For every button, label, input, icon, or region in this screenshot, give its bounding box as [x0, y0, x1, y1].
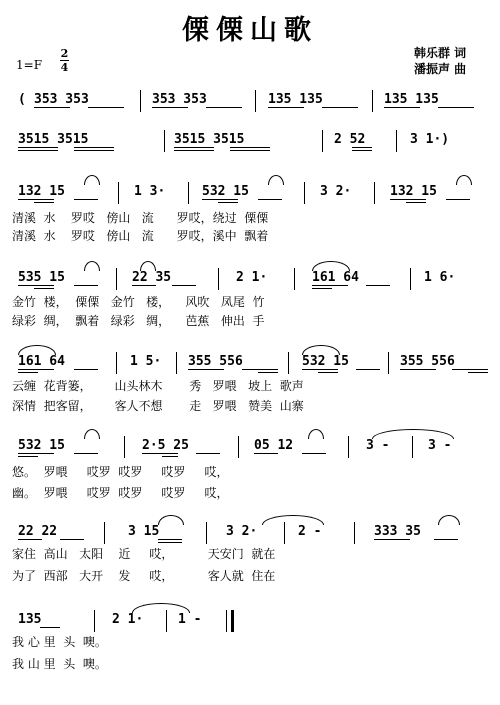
notes: 355 556 — [188, 354, 243, 369]
notes: 135 — [18, 612, 42, 627]
notes: 1 5· — [130, 354, 162, 369]
score-line-6 — [12, 434, 488, 458]
score-line-2 — [12, 128, 488, 152]
notes: 132 15 — [390, 184, 437, 199]
notes: 355 556 — [400, 354, 455, 369]
notes: 2 - — [298, 524, 322, 539]
notes: 1 3· — [134, 184, 166, 199]
notes: ( — [18, 92, 26, 107]
lyrics-verse-2: 为了 西部 大开 发 哎， 客人就 住在 — [12, 569, 276, 583]
notes: 3 - — [366, 438, 390, 453]
notes: 3 15 — [128, 524, 160, 539]
notes: 3515 3515 — [174, 132, 245, 147]
notes: 333 35 — [374, 524, 421, 539]
key-signature: 1=F — [16, 58, 43, 72]
notes: 3 2· — [226, 524, 258, 539]
notes: 3 - — [428, 438, 452, 453]
score-line-8 — [12, 608, 488, 632]
notes: 1 - — [178, 612, 202, 627]
notes: 22 22 — [18, 524, 58, 539]
notes: 22 35 — [132, 270, 172, 285]
notes: 161 64 — [18, 354, 65, 369]
lyrics-verse-1: 云缠 花背篓， 山头林木 秀 罗喂 坡上 歌声 — [12, 379, 304, 393]
notes: 3 2· — [320, 184, 352, 199]
lyrics-verse-1: 我 心 里 头 噢。 — [12, 635, 107, 649]
lyrics-verse-1: 金竹 楼， 傈傈 金竹 楼， 风吹 凤尾 竹 — [12, 295, 265, 309]
notes: 135 135 — [384, 92, 439, 107]
score-line-4 — [12, 266, 488, 290]
lyrics-verse-1: 家住 高山 太阳 近 哎， 天安门 就在 — [12, 547, 276, 561]
notes: 1 6· — [424, 270, 456, 285]
notes: 2 1· — [112, 612, 144, 627]
notes: 132 15 — [18, 184, 65, 199]
notes: 532 15 — [18, 438, 65, 453]
lyrics-verse-2: 清溪 水 罗哎 傍山 流 罗哎，溪中 飘着 — [12, 229, 269, 243]
lyrics-verse-1: 清溪 水 罗哎 傍山 流 罗哎，绕过 傈傈 — [12, 211, 269, 225]
notes: 3 1·) — [410, 132, 450, 147]
song-title: 傈傈山歌 — [182, 15, 318, 46]
notes: 3515 3515 — [18, 132, 89, 147]
notes: 161 64 — [312, 270, 359, 285]
time-signature — [60, 48, 69, 73]
notes: 2 52 — [334, 132, 366, 147]
score-line-3 — [12, 180, 488, 204]
lyrics-verse-2: 幽。 罗喂 哎罗 哎罗 哎罗 哎， — [12, 486, 229, 500]
notes: 353 353 — [34, 92, 89, 107]
notes: 532 15 — [202, 184, 249, 199]
lyrics-verse-2: 绿彩 绸， 飘着 绿彩 绸， 芭蕉 伸出 手 — [12, 314, 265, 328]
notes: 353 353 — [152, 92, 207, 107]
notes: 2 1· — [236, 270, 268, 285]
score-line-5 — [12, 350, 488, 374]
lyrics-verse-1: 悠。 罗喂 哎罗 哎罗 哎罗 哎， — [12, 465, 229, 479]
lyricist-credit: 韩乐群 词 — [414, 46, 467, 60]
time-top: 2 — [60, 47, 69, 60]
lyrics-verse-2: 我 山 里 头 噢。 — [12, 657, 107, 671]
score-line-1 — [12, 88, 488, 112]
notes: 532 15 — [302, 354, 349, 369]
notes: 135 135 — [268, 92, 323, 107]
notes: 05 12 — [254, 438, 294, 453]
notes: 2·5 25 — [142, 438, 189, 453]
lyrics-verse-2: 深情 把客留， 客人不想 走 罗喂 赞美 山寨 — [12, 399, 304, 413]
time-bottom: 4 — [60, 61, 69, 74]
notes: 535 15 — [18, 270, 65, 285]
composer-credit: 潘振声 曲 — [414, 62, 467, 76]
score-line-7 — [12, 520, 488, 544]
